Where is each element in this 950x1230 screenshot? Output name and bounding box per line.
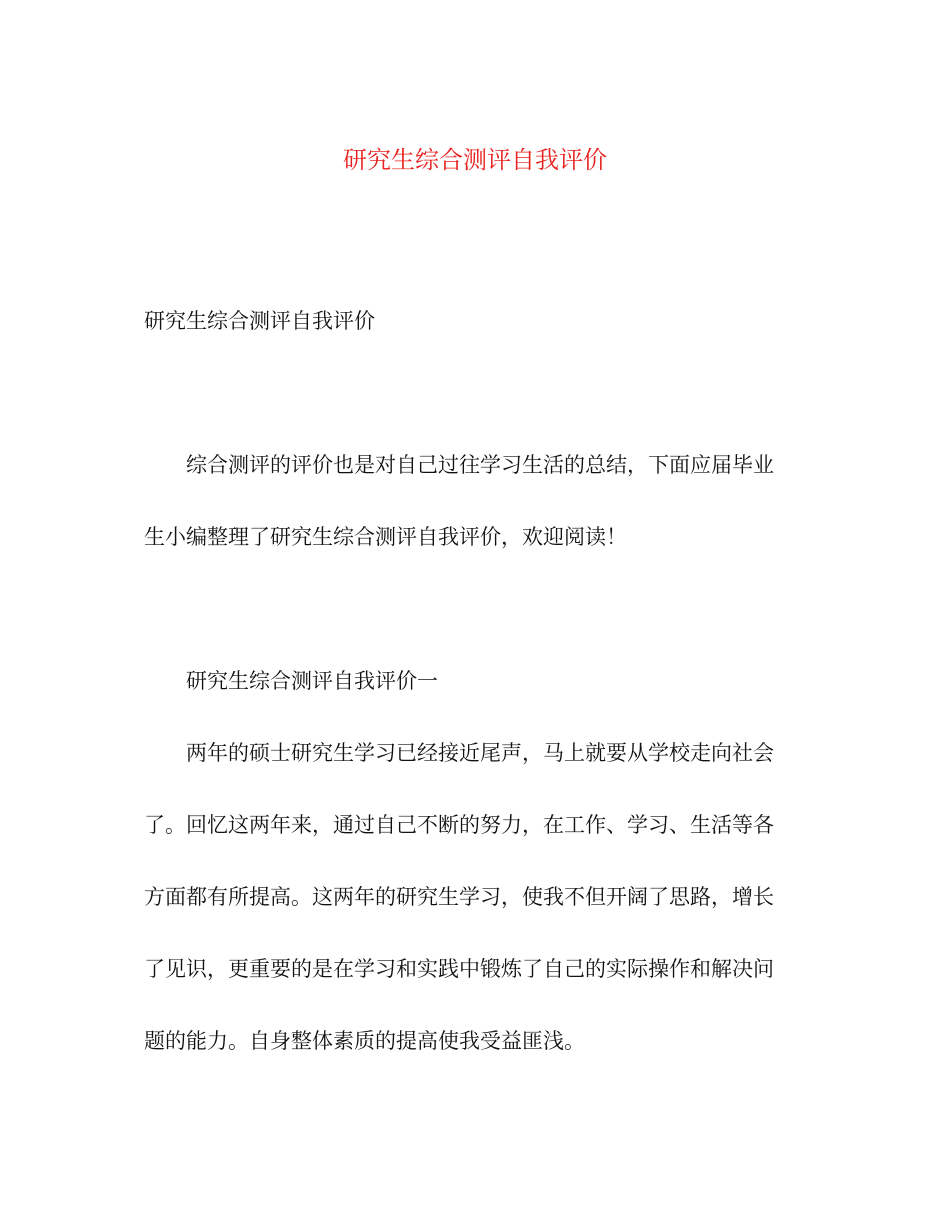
intro-line-2: 生小编整理了研究生综合测评自我评价，欢迎阅读！ [144, 525, 627, 549]
body-line-5: 题的能力。自身整体素质的提高使我受益匪浅。 [144, 1029, 585, 1053]
section-heading: 研究生综合测评自我评价一 [186, 669, 438, 693]
body-line-1: 两年的硕士研究生学习已经接近尾声，马上就要从学校走向社会 [186, 741, 774, 765]
body-line-3: 方面都有所提高。这两年的研究生学习，使我不但开阔了思路，增长 [144, 885, 774, 909]
document-title: 研究生综合测评自我评价 [343, 146, 607, 174]
body-line-4: 了见识，更重要的是在学习和实践中锻炼了自己的实际操作和解决问 [144, 957, 774, 981]
document-subtitle: 研究生综合测评自我评价 [144, 309, 375, 333]
body-line-2: 了。回忆这两年来，通过自己不断的努力，在工作、学习、生活等各 [144, 813, 774, 837]
intro-line-1: 综合测评的评价也是对自己过往学习生活的总结，下面应届毕业 [186, 453, 774, 477]
